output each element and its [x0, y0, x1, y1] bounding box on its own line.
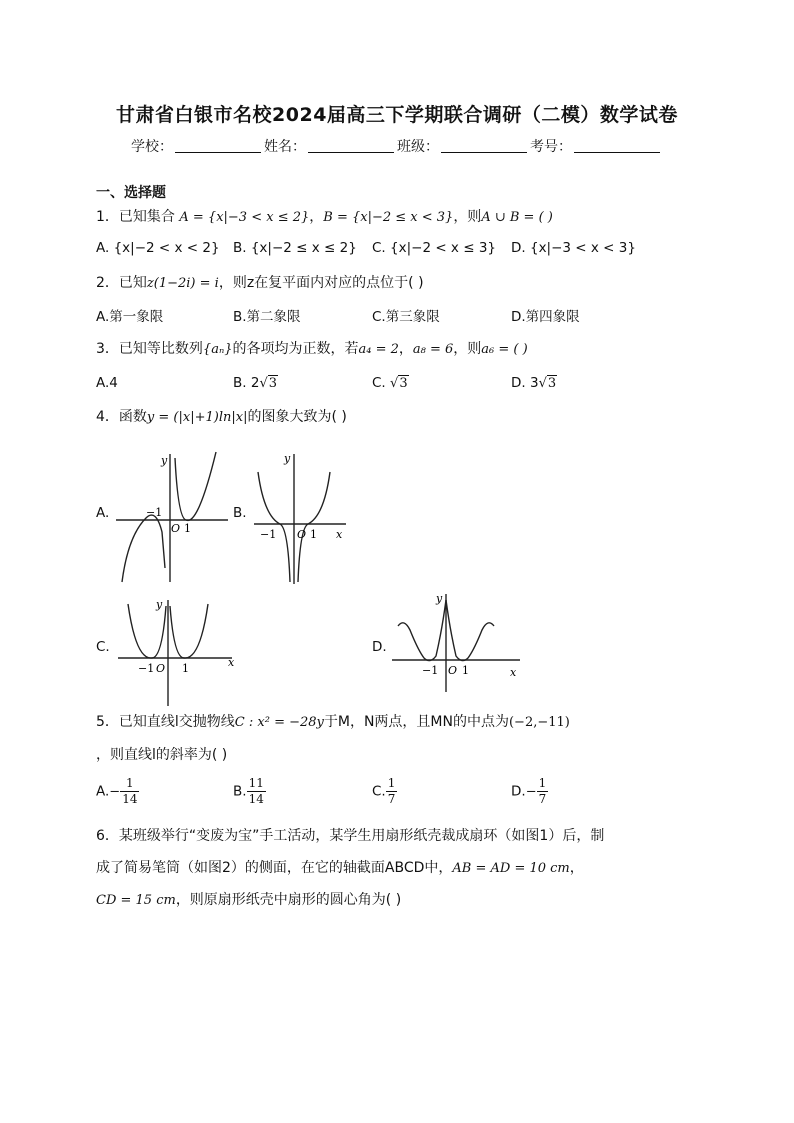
q3-seq: {aₙ} — [202, 342, 233, 357]
q5-option-d-sign: − — [525, 784, 537, 800]
label-neg1: −1 — [422, 664, 439, 677]
q4-post: 的图象大致为( ) — [247, 409, 347, 425]
q5-option-a[interactable] — [96, 776, 139, 807]
numerator: 11 — [248, 776, 264, 790]
graph-d[interactable] — [390, 590, 524, 694]
q2-option-b[interactable]: B.第二象限 — [233, 309, 301, 325]
q1-comma: ， — [309, 209, 324, 225]
q3-option-d-radicand: 3 — [547, 376, 557, 391]
q1-option-b[interactable]: B. {x|−2 ≤ x ≤ 2} — [233, 240, 357, 256]
q3-option-c-label: C. — [372, 375, 386, 391]
q3-option-b[interactable] — [233, 375, 278, 391]
q2-expr: z(1−2i) = i — [146, 276, 219, 291]
q1-mid: ，则 — [453, 209, 482, 225]
class-blank[interactable] — [441, 138, 527, 153]
q6-line2-pre: 成了简易笔筒（如图2）的侧面，在它的轴截面ABCD中， — [96, 860, 453, 876]
label-x: x — [510, 666, 517, 679]
q3-pre: 3．已知等比数列 — [96, 341, 203, 357]
q6-line2-expr: AB = AD = 10 cm — [452, 861, 570, 876]
q5-option-d-label: D. — [511, 783, 526, 800]
label-one: 1 — [184, 522, 191, 535]
label-origin: O — [297, 528, 307, 541]
graph-b[interactable] — [250, 446, 350, 586]
graph-a[interactable] — [112, 448, 232, 586]
denominator: 14 — [122, 792, 138, 806]
curve-left — [258, 472, 290, 582]
q3-mid: 的各项均为正数，若 — [232, 341, 359, 357]
q1-stem: 1．已知集合 — [96, 209, 175, 225]
curve-right — [298, 472, 330, 582]
label-origin: O — [156, 662, 166, 675]
sqrt-symbol: √3 — [538, 376, 557, 391]
q4-option-a-label[interactable]: A. — [96, 505, 110, 521]
q2-post: ，则z在复平面内对应的点位于( ) — [218, 275, 424, 291]
q5-option-a-label: A. — [96, 783, 110, 800]
q5-option-b[interactable] — [233, 776, 266, 807]
denominator: 14 — [248, 792, 264, 806]
question-5 — [96, 711, 570, 731]
q5-option-d[interactable] — [511, 776, 548, 807]
question-4 — [96, 406, 347, 426]
q4-pre: 4．函数 — [96, 409, 147, 425]
q4-option-b-label[interactable]: B. — [233, 505, 247, 521]
name-blank[interactable] — [308, 138, 394, 153]
q6-line2 — [96, 857, 584, 877]
q6-line3 — [96, 889, 401, 909]
label-neg1: −1 — [260, 528, 277, 541]
q5-option-a-sign: − — [109, 784, 121, 800]
q5-point: (−2,−11) — [508, 715, 570, 730]
sqrt-symbol: √3 — [390, 376, 408, 391]
curve-right — [170, 604, 208, 658]
label-one: 1 — [182, 662, 189, 675]
q3-option-c-radicand: 3 — [399, 376, 408, 391]
q1-option-a[interactable]: A. {x|−2 < x < 2} — [96, 240, 220, 256]
q6-line2-post: ， — [569, 860, 584, 876]
q3-option-b-radicand: 3 — [268, 376, 278, 391]
q3-option-b-label: B. 2 — [233, 375, 260, 391]
label-x: x — [228, 656, 235, 669]
q6-line3-expr: CD = 15 cm — [96, 893, 176, 908]
label-y: y — [161, 454, 168, 467]
denominator: 7 — [538, 792, 547, 806]
q5-pre: 5．已知直线l交抛物线 — [96, 714, 235, 730]
sqrt-symbol: √3 — [259, 376, 278, 391]
fraction — [537, 776, 549, 807]
curve-left — [122, 515, 165, 582]
label-origin: O — [448, 664, 458, 677]
q3-option-c[interactable] — [372, 375, 409, 391]
q3-option-d-label: D. 3 — [511, 375, 539, 391]
q3-post: ，则 — [453, 341, 482, 357]
number-blank[interactable] — [574, 138, 660, 153]
numerator: 1 — [387, 776, 396, 790]
label-neg1: −1 — [138, 662, 155, 675]
curve-left — [398, 600, 446, 661]
class-label: 班级： — [397, 139, 439, 155]
label-y: y — [156, 598, 163, 611]
q3-a4: a₄ = 2 — [358, 342, 399, 357]
curve-right — [446, 600, 494, 661]
q1-set-a: A = {x|−3 < x ≤ 2} — [179, 210, 310, 225]
curve-right — [175, 452, 216, 520]
q1-option-d[interactable]: D. {x|−3 < x < 3} — [511, 240, 636, 256]
label-one: 1 — [310, 528, 317, 541]
fraction — [247, 776, 266, 807]
page-title: 甘肃省白银市名校2024届高三下学期联合调研（二模）数学试卷 — [116, 104, 678, 126]
q5-curve: C : x² = −28y — [234, 715, 324, 730]
q4-option-d-label[interactable]: D. — [372, 639, 387, 655]
q3-comma: ， — [398, 341, 413, 357]
question-1 — [96, 206, 553, 226]
q2-option-a[interactable]: A.第一象限 — [96, 309, 164, 325]
q4-option-c-label[interactable]: C. — [96, 639, 110, 655]
name-label: 姓名： — [264, 139, 306, 155]
q3-option-d[interactable] — [511, 375, 557, 391]
section-heading: 一、选择题 — [96, 185, 166, 201]
curve-left — [128, 604, 166, 658]
q1-expr: A ∪ B = ( ) — [481, 210, 553, 225]
numerator: 1 — [120, 776, 139, 792]
question-3 — [96, 338, 528, 358]
q1-option-c[interactable]: C. {x|−2 < x ≤ 3} — [372, 240, 496, 256]
label-x: x — [336, 528, 343, 541]
label-one: 1 — [462, 664, 469, 677]
fraction — [386, 776, 398, 807]
q5-mid: 于M，N两点，且MN的中点为 — [323, 714, 509, 730]
q3-a8: a₈ = 6 — [412, 342, 454, 357]
school-label: 学校： — [131, 139, 173, 155]
label-origin: O — [171, 522, 181, 535]
q6-line1: 6．某班级举行“变废为宝”手工活动，某学生用扇形纸壳裁成扇环（如图1）后，制 — [96, 828, 605, 844]
q5-option-c[interactable] — [372, 776, 397, 807]
label-y: y — [436, 592, 443, 605]
q4-expr: y = (|x|+1)ln|x| — [146, 410, 248, 425]
q5-option-b-label: B. — [233, 783, 247, 800]
q5-line2: ，则直线l的斜率为( ) — [96, 747, 228, 763]
q2-option-c[interactable]: C.第三象限 — [372, 309, 440, 325]
question-2 — [96, 272, 424, 292]
q2-pre: 2．已知 — [96, 275, 147, 291]
q3-a6: a₆ = ( ) — [481, 342, 528, 357]
q6-line3-post: ，则原扇形纸壳中扇形的圆心角为( ) — [175, 892, 402, 908]
q3-option-a[interactable]: A.4 — [96, 375, 118, 391]
q5-option-c-label: C. — [372, 783, 386, 800]
numerator: 1 — [538, 776, 547, 790]
student-info-row — [0, 136, 794, 156]
graph-c[interactable] — [112, 594, 236, 708]
fraction — [120, 776, 139, 807]
denominator: 7 — [387, 792, 396, 806]
q2-option-d[interactable]: D.第四象限 — [511, 309, 580, 325]
q1-set-b: B = {x|−2 ≤ x < 3} — [323, 210, 454, 225]
school-blank[interactable] — [175, 138, 261, 153]
label-neg1: −1 — [146, 506, 163, 519]
label-y: y — [284, 452, 291, 465]
number-label: 考号： — [530, 139, 572, 155]
